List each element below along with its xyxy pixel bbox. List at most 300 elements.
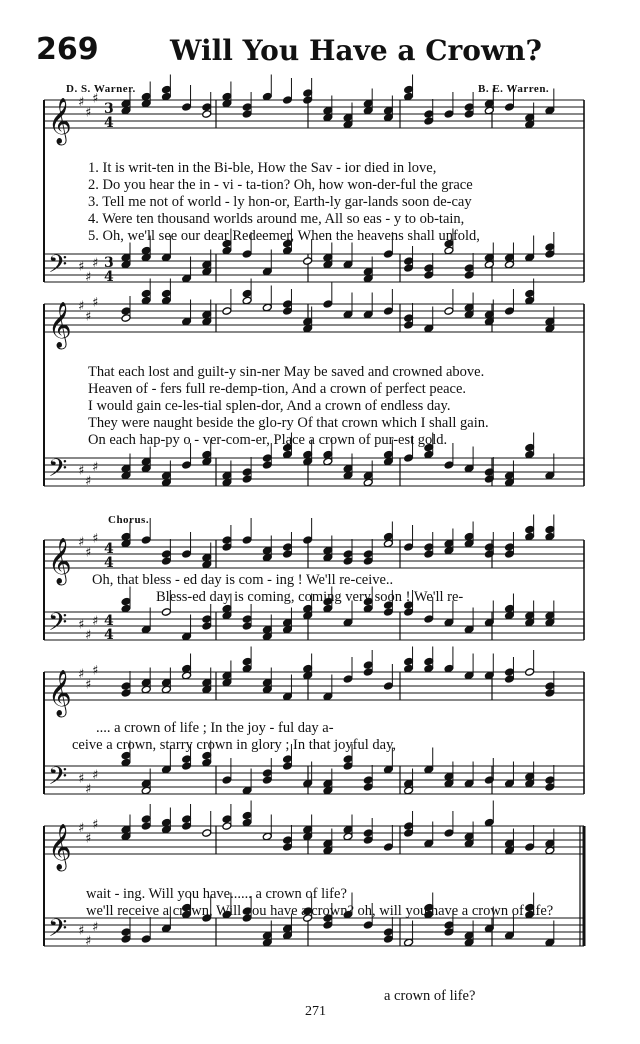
note-head xyxy=(262,553,272,562)
music-credit: B. E. Warren. xyxy=(478,83,550,95)
note-head xyxy=(161,924,171,933)
note-head xyxy=(484,543,494,552)
note-head xyxy=(343,832,353,841)
svg-text:4: 4 xyxy=(104,541,114,557)
note-head xyxy=(504,604,514,613)
note-head xyxy=(141,815,151,824)
verse-line: 1. It is writ-ten in the Bi-ble, How the Sav - ior died in love, xyxy=(88,160,437,176)
note-head xyxy=(404,543,414,552)
svg-text:♯: ♯ xyxy=(78,299,85,314)
note-head xyxy=(202,457,212,466)
note-head xyxy=(262,461,272,470)
note-head xyxy=(545,250,555,259)
note-head xyxy=(282,450,292,459)
note-head xyxy=(464,938,474,947)
note-head xyxy=(323,553,333,562)
note-head xyxy=(424,271,434,280)
svg-text:♯: ♯ xyxy=(78,617,85,633)
svg-text:♯: ♯ xyxy=(92,460,99,475)
note-head xyxy=(323,113,333,122)
note-head xyxy=(323,839,333,848)
note-head xyxy=(121,825,131,834)
note-head xyxy=(504,307,514,316)
note-head xyxy=(202,553,212,562)
note-head xyxy=(262,92,272,101)
note-head xyxy=(323,692,333,701)
note-head xyxy=(161,678,171,687)
note-head xyxy=(343,310,353,319)
note-head xyxy=(504,675,514,684)
note-head xyxy=(262,454,272,463)
note-head xyxy=(262,931,272,940)
note-head xyxy=(343,471,353,480)
note-head xyxy=(343,557,353,566)
note-head xyxy=(444,110,454,119)
bass-clef-icon: 𝄢 xyxy=(48,608,68,643)
note-head xyxy=(444,246,454,255)
note-head xyxy=(484,776,494,785)
note-head xyxy=(424,543,434,552)
note-head xyxy=(222,99,232,108)
note-head xyxy=(222,478,232,487)
note-head xyxy=(545,682,555,691)
note-head xyxy=(282,625,292,634)
note-head xyxy=(141,99,151,108)
note-head xyxy=(404,257,414,266)
svg-text:♯: ♯ xyxy=(92,663,99,679)
note-head xyxy=(424,615,434,624)
note-head xyxy=(323,846,333,855)
note-head xyxy=(141,296,151,305)
note-head xyxy=(404,938,414,947)
note-head xyxy=(202,678,212,687)
note-head xyxy=(303,89,313,98)
treble-clef-icon: 𝄞 xyxy=(48,538,72,584)
note-head xyxy=(525,668,535,677)
note-head xyxy=(383,843,393,852)
bass-clef-icon: 𝄢 xyxy=(48,762,68,797)
note-head xyxy=(404,829,414,838)
note-head xyxy=(383,608,393,617)
note-head xyxy=(121,253,131,262)
note-head xyxy=(444,546,454,555)
note-head xyxy=(343,825,353,834)
bass-clef-icon: 𝄢 xyxy=(48,454,68,489)
note-head xyxy=(444,829,454,838)
note-head xyxy=(504,478,514,487)
note-head xyxy=(424,324,434,333)
note-head xyxy=(545,525,555,534)
note-head xyxy=(303,779,313,788)
chorus-line: wait - ing. Will you have...... a crown of life? xyxy=(86,886,347,902)
note-head xyxy=(182,317,192,326)
note-head xyxy=(282,246,292,255)
note-head xyxy=(262,546,272,555)
note-head xyxy=(282,836,292,845)
note-head xyxy=(484,253,494,262)
note-head xyxy=(363,471,373,480)
note-head xyxy=(282,924,292,933)
note-head xyxy=(242,110,252,119)
note-head xyxy=(504,550,514,559)
note-head xyxy=(383,765,393,774)
note-head xyxy=(202,260,212,269)
svg-text:4: 4 xyxy=(104,555,114,571)
note-head xyxy=(363,106,373,115)
note-head xyxy=(545,317,555,326)
note-head xyxy=(343,618,353,627)
note-head xyxy=(121,106,131,115)
note-head xyxy=(504,253,514,262)
svg-text:♯: ♯ xyxy=(92,614,99,629)
note-head xyxy=(161,471,171,480)
chorus-line: ceive a crown, starry crown in glory ; In that joyful day, xyxy=(72,737,396,753)
note-head xyxy=(202,829,212,838)
note-head xyxy=(222,536,232,545)
note-head xyxy=(303,536,313,545)
note-head xyxy=(404,786,414,795)
note-head xyxy=(141,678,151,687)
note-head xyxy=(282,692,292,701)
note-head xyxy=(464,264,474,273)
note-head xyxy=(343,675,353,684)
note-head xyxy=(383,532,393,541)
note-head xyxy=(343,762,353,771)
note-head xyxy=(404,664,414,673)
svg-text:♯: ♯ xyxy=(92,531,99,547)
note-head xyxy=(202,622,212,631)
note-head xyxy=(202,615,212,624)
note-head xyxy=(444,461,454,470)
svg-text:♯: ♯ xyxy=(85,105,92,121)
note-head xyxy=(161,608,171,617)
svg-text:♯: ♯ xyxy=(92,817,99,833)
note-head xyxy=(363,274,373,283)
note-head xyxy=(161,92,171,101)
note-head xyxy=(222,471,232,480)
note-head xyxy=(242,250,252,259)
note-head xyxy=(121,532,131,541)
note-head xyxy=(121,682,131,691)
note-head xyxy=(383,935,393,944)
note-head xyxy=(262,303,272,312)
note-head xyxy=(545,846,555,855)
note-head xyxy=(182,550,192,559)
note-head xyxy=(545,776,555,785)
verse-line: 4. Were ten thousand worlds around me, All so eas - y to ob-tain, xyxy=(88,211,465,227)
note-head xyxy=(323,779,333,788)
svg-text:♯: ♯ xyxy=(85,474,92,489)
note-head xyxy=(464,532,474,541)
svg-text:♯: ♯ xyxy=(85,677,92,693)
note-head xyxy=(464,671,474,680)
note-head xyxy=(464,931,474,940)
note-head xyxy=(464,779,474,788)
note-head xyxy=(182,815,192,824)
note-head xyxy=(504,471,514,480)
note-head xyxy=(303,317,313,326)
note-head xyxy=(464,310,474,319)
note-head xyxy=(323,106,333,115)
note-head xyxy=(303,664,313,673)
note-head xyxy=(161,825,171,834)
svg-text:♯: ♯ xyxy=(85,831,92,847)
note-head xyxy=(363,661,373,670)
note-head xyxy=(525,525,535,534)
note-head xyxy=(141,779,151,788)
note-head xyxy=(404,608,414,617)
note-head xyxy=(484,818,494,827)
svg-text:♯: ♯ xyxy=(92,295,99,311)
note-head xyxy=(303,257,313,266)
chorus-line: .... a crown of life ; In the joy - ful day a- xyxy=(96,720,334,736)
note-head xyxy=(323,546,333,555)
note-head xyxy=(464,103,474,112)
note-head xyxy=(222,92,232,101)
note-head xyxy=(121,689,131,698)
note-head xyxy=(222,671,232,680)
note-head xyxy=(545,839,555,848)
note-head xyxy=(424,664,434,673)
note-head xyxy=(242,786,252,795)
note-head xyxy=(343,464,353,473)
note-head xyxy=(161,550,171,559)
note-head xyxy=(303,832,313,841)
note-head xyxy=(141,253,151,262)
treble-clef-icon: 𝄞 xyxy=(48,302,72,348)
note-head xyxy=(222,678,232,687)
note-head xyxy=(303,611,313,620)
note-head xyxy=(404,264,414,273)
note-head xyxy=(525,253,535,262)
note-head xyxy=(404,454,414,463)
svg-text:4: 4 xyxy=(104,627,114,643)
note-head xyxy=(202,450,212,459)
verse-line: 3. Tell me not of world - ly hon-or, Earth-ly gar-lands soon de-cay xyxy=(88,194,472,210)
note-head xyxy=(545,783,555,792)
note-head xyxy=(525,120,535,129)
note-head xyxy=(323,300,333,309)
note-head xyxy=(464,625,474,634)
note-head xyxy=(444,928,454,937)
words-credit: D. S. Warner. xyxy=(66,83,136,95)
note-head xyxy=(161,818,171,827)
note-head xyxy=(282,843,292,852)
note-head xyxy=(525,618,535,627)
note-head xyxy=(182,822,192,831)
svg-text:♯: ♯ xyxy=(78,463,85,479)
note-head xyxy=(141,92,151,101)
note-head xyxy=(323,253,333,262)
bass-clef-icon: 𝄢 xyxy=(48,914,68,949)
note-head xyxy=(222,815,232,824)
note-head xyxy=(363,829,373,838)
note-head xyxy=(545,324,555,333)
note-head xyxy=(242,468,252,477)
svg-text:♯: ♯ xyxy=(92,91,99,107)
note-head xyxy=(282,307,292,316)
note-head xyxy=(484,671,494,680)
note-head xyxy=(303,324,313,333)
note-head xyxy=(121,99,131,108)
note-head xyxy=(161,685,171,694)
note-head xyxy=(141,246,151,255)
note-head xyxy=(121,928,131,937)
note-head xyxy=(323,921,333,930)
note-head xyxy=(262,769,272,778)
chorus-line: Oh, that bless - ed day is com - ing ! We'll re-ceive.. xyxy=(92,572,394,588)
note-head xyxy=(141,536,151,545)
note-head xyxy=(182,671,192,680)
treble-clef-icon: 𝄞 xyxy=(48,670,72,716)
note-head xyxy=(282,762,292,771)
note-head xyxy=(383,250,393,259)
note-head xyxy=(141,685,151,694)
note-head xyxy=(222,543,232,552)
note-head xyxy=(545,471,555,480)
note-head xyxy=(484,475,494,484)
note-head xyxy=(424,117,434,126)
note-head xyxy=(202,310,212,319)
note-head xyxy=(404,92,414,101)
note-head xyxy=(404,321,414,330)
note-head xyxy=(303,825,313,834)
note-head xyxy=(343,755,353,764)
note-head xyxy=(363,783,373,792)
note-head xyxy=(323,457,333,466)
svg-text:♯: ♯ xyxy=(78,923,85,939)
note-head xyxy=(484,618,494,627)
note-head xyxy=(464,271,474,280)
svg-text:4: 4 xyxy=(104,115,114,131)
note-head xyxy=(182,755,192,764)
note-head xyxy=(242,622,252,631)
chorus-line: we'll receive a crown, Will you have a crown? oh, will you have a crown of life? xyxy=(86,903,554,919)
svg-text:♯: ♯ xyxy=(92,768,99,783)
note-head xyxy=(363,478,373,487)
note-head xyxy=(161,85,171,94)
note-head xyxy=(363,99,373,108)
note-head xyxy=(161,296,171,305)
note-head xyxy=(121,314,131,323)
svg-text:♯: ♯ xyxy=(78,821,85,836)
note-head xyxy=(444,664,454,673)
note-head xyxy=(262,832,272,841)
note-head xyxy=(282,96,292,105)
note-head xyxy=(242,289,252,298)
note-head xyxy=(363,836,373,845)
note-head xyxy=(222,611,232,620)
note-head xyxy=(383,450,393,459)
note-head xyxy=(444,772,454,781)
svg-text:4: 4 xyxy=(104,269,114,285)
note-head xyxy=(504,846,514,855)
note-head xyxy=(404,822,414,831)
note-head xyxy=(383,928,393,937)
note-head xyxy=(182,274,192,283)
note-head xyxy=(444,618,454,627)
svg-text:♯: ♯ xyxy=(92,256,99,271)
note-head xyxy=(525,843,535,852)
note-head xyxy=(282,543,292,552)
note-head xyxy=(282,300,292,309)
note-head xyxy=(121,597,131,606)
svg-text:♯: ♯ xyxy=(85,545,92,561)
note-head xyxy=(484,468,494,477)
svg-text:♯: ♯ xyxy=(85,628,92,643)
note-head xyxy=(343,260,353,269)
note-head xyxy=(383,113,393,122)
svg-text:4: 4 xyxy=(104,613,114,629)
note-head xyxy=(141,625,151,634)
note-head xyxy=(363,921,373,930)
treble-clef-icon: 𝄞 xyxy=(48,98,72,144)
note-head xyxy=(202,267,212,276)
note-head xyxy=(222,822,232,831)
note-head xyxy=(545,938,555,947)
note-head xyxy=(141,289,151,298)
svg-text:♯: ♯ xyxy=(78,535,85,550)
note-head xyxy=(202,560,212,569)
note-head xyxy=(121,832,131,841)
note-head xyxy=(363,550,373,559)
note-head xyxy=(222,776,232,785)
treble-clef-icon: 𝄞 xyxy=(48,824,72,870)
note-head xyxy=(182,632,192,641)
note-head xyxy=(363,776,373,785)
note-head xyxy=(242,811,252,820)
note-head xyxy=(262,685,272,694)
note-head xyxy=(242,103,252,112)
note-head xyxy=(545,532,555,541)
note-head xyxy=(161,253,171,262)
note-head xyxy=(404,314,414,323)
note-head xyxy=(525,113,535,122)
note-head xyxy=(121,260,131,269)
note-head xyxy=(202,103,212,112)
note-head xyxy=(141,786,151,795)
verse-line: They were naught beside the glo-ry Of that crown which I shall gain. xyxy=(88,415,489,431)
note-head xyxy=(303,671,313,680)
verse-line: On each hap-py o - ver-com-er, Place a crown of pur-est gold. xyxy=(88,432,448,448)
note-head xyxy=(404,779,414,788)
note-head xyxy=(424,450,434,459)
svg-text:♯: ♯ xyxy=(85,270,92,285)
note-head xyxy=(242,475,252,484)
note-head xyxy=(161,289,171,298)
svg-text:♯: ♯ xyxy=(78,771,85,787)
note-head xyxy=(303,457,313,466)
svg-text:♯: ♯ xyxy=(85,782,92,797)
note-head xyxy=(525,296,535,305)
note-head xyxy=(525,532,535,541)
note-head xyxy=(504,543,514,552)
note-head xyxy=(323,786,333,795)
note-head xyxy=(464,110,474,119)
svg-text:♯: ♯ xyxy=(92,920,99,935)
note-head xyxy=(424,264,434,273)
note-head xyxy=(262,267,272,276)
note-head xyxy=(525,450,535,459)
note-head xyxy=(504,779,514,788)
chorus-line: Bless-ed day is coming, coming very soon ! We'll re- xyxy=(156,589,464,605)
note-head xyxy=(222,246,232,255)
note-head xyxy=(202,685,212,694)
note-head xyxy=(545,618,555,627)
note-head xyxy=(363,668,373,677)
note-head xyxy=(525,772,535,781)
note-head xyxy=(202,317,212,326)
